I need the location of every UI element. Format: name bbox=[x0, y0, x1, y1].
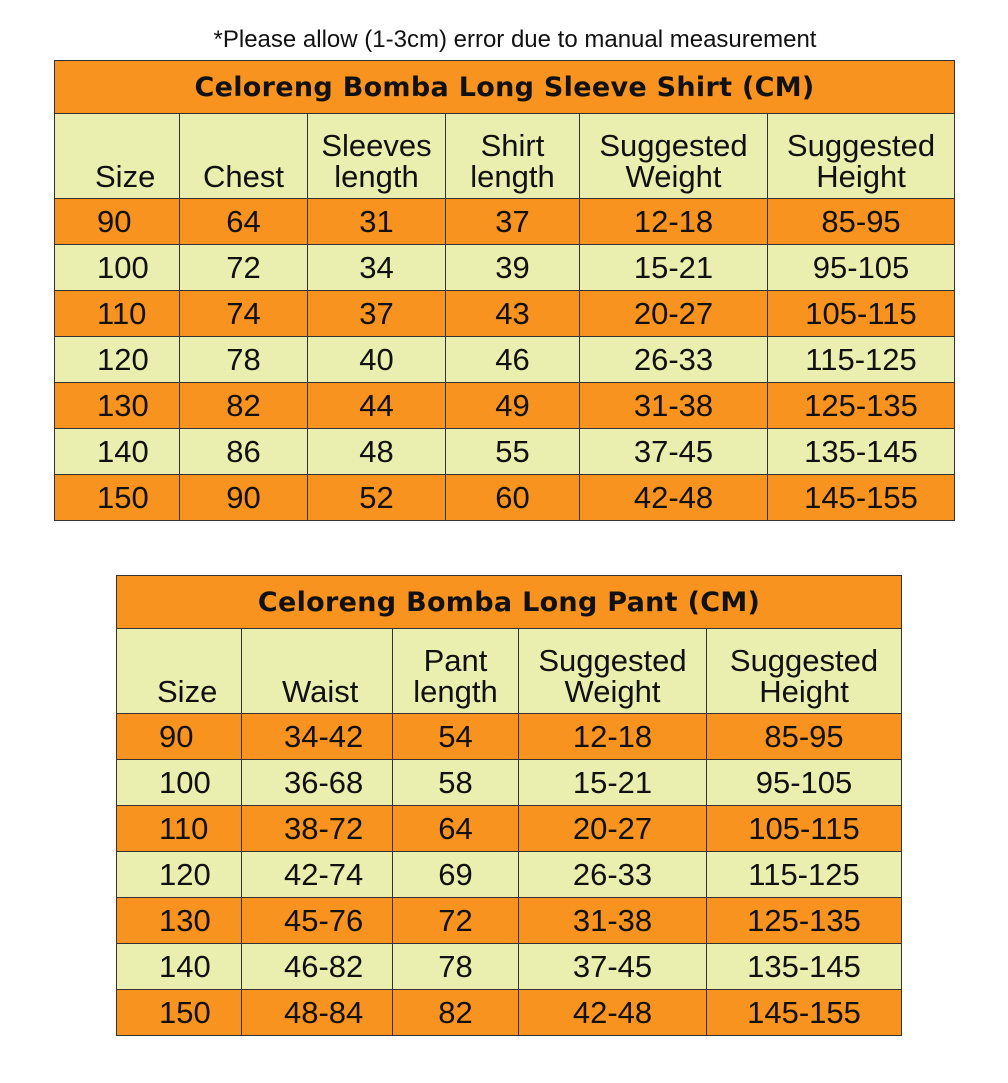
shirt-table-cell: 44 bbox=[308, 383, 446, 429]
shirt-title-row bbox=[55, 61, 955, 114]
shirt-table-cell: 15-21 bbox=[580, 245, 768, 291]
shirt-table-cell: 95-105 bbox=[768, 245, 955, 291]
shirt-table-body bbox=[55, 61, 955, 521]
shirt-table-cell: 82 bbox=[180, 383, 308, 429]
shirt-table-cell: 115-125 bbox=[768, 337, 955, 383]
pant-table-cell: 15-21 bbox=[519, 760, 707, 806]
shirt-table-cell: 110 bbox=[55, 291, 180, 337]
measurement-note: *Please allow (1-3cm) error due to manual measurement bbox=[213, 26, 817, 53]
shirt-table-cell: 37 bbox=[446, 199, 580, 245]
pant-table-cell: 42-74 bbox=[242, 852, 393, 898]
shirt-column-header bbox=[446, 114, 580, 199]
pant-table-cell: 34-42 bbox=[242, 714, 393, 760]
pant-table-cell: 64 bbox=[393, 806, 519, 852]
pant-table-row bbox=[117, 714, 902, 760]
shirt-table-cell: 105-115 bbox=[768, 291, 955, 337]
shirt-table-row bbox=[55, 337, 955, 383]
pant-table-row bbox=[117, 806, 902, 852]
shirt-table-cell: 130 bbox=[55, 383, 180, 429]
pant-table-cell: 48-84 bbox=[242, 990, 393, 1036]
shirt-table-cell: 46 bbox=[446, 337, 580, 383]
shirt-column-header-line: Suggested bbox=[599, 128, 748, 163]
pant-table-row bbox=[117, 990, 902, 1036]
pant-table-cell: 78 bbox=[393, 944, 519, 990]
pant-table-cell: 90 bbox=[117, 714, 242, 760]
shirt-table-cell: 100 bbox=[55, 245, 180, 291]
shirt-table-cell: 145-155 bbox=[768, 475, 955, 521]
shirt-table-cell: 49 bbox=[446, 383, 580, 429]
shirt-table-cell: 60 bbox=[446, 475, 580, 521]
shirt-column-header-line: length bbox=[334, 159, 419, 194]
pant-column-header-line: Waist bbox=[282, 674, 359, 709]
shirt-table-cell: 125-135 bbox=[768, 383, 955, 429]
shirt-table-cell: 72 bbox=[180, 245, 308, 291]
shirt-table-cell: 64 bbox=[180, 199, 308, 245]
pant-table-cell: 26-33 bbox=[519, 852, 707, 898]
shirt-table-cell: 86 bbox=[180, 429, 308, 475]
shirt-column-header bbox=[55, 114, 180, 199]
pant-title-row bbox=[117, 576, 902, 629]
pant-table-cell: 125-135 bbox=[707, 898, 902, 944]
pant-table-cell: 85-95 bbox=[707, 714, 902, 760]
shirt-column-header-line: Weight bbox=[625, 159, 722, 194]
pant-table-cell: 38-72 bbox=[242, 806, 393, 852]
shirt-table-row bbox=[55, 199, 955, 245]
pant-column-header-line: Height bbox=[759, 674, 849, 709]
pant-table-cell: 12-18 bbox=[519, 714, 707, 760]
pant-column-header-line: Suggested bbox=[729, 643, 879, 678]
pant-column-header-line: Weight bbox=[564, 674, 661, 709]
shirt-column-header bbox=[580, 114, 768, 199]
shirt-table-cell: 78 bbox=[180, 337, 308, 383]
pant-table-cell: 100 bbox=[117, 760, 242, 806]
pant-column-header bbox=[519, 629, 707, 714]
pant-table-cell: 110 bbox=[117, 806, 242, 852]
pant-table-cell: 58 bbox=[393, 760, 519, 806]
pant-column-header bbox=[393, 629, 519, 714]
pant-table-cell: 36-68 bbox=[242, 760, 393, 806]
pant-size-table bbox=[116, 575, 902, 1036]
pant-header-row bbox=[117, 629, 902, 714]
shirt-table-row bbox=[55, 291, 955, 337]
shirt-column-header-line: length bbox=[470, 159, 555, 194]
pant-table-cell: 140 bbox=[117, 944, 242, 990]
pant-table-row bbox=[117, 944, 902, 990]
shirt-table-cell: 40 bbox=[308, 337, 446, 383]
shirt-table-cell: 90 bbox=[55, 199, 180, 245]
pant-table-cell: 150 bbox=[117, 990, 242, 1036]
shirt-column-header-line: Suggested bbox=[786, 128, 936, 163]
shirt-table-cell: 120 bbox=[55, 337, 180, 383]
pant-table-cell: 45-76 bbox=[242, 898, 393, 944]
shirt-table-cell: 31 bbox=[308, 199, 446, 245]
pant-table-cell: 105-115 bbox=[707, 806, 902, 852]
shirt-column-header-line: Height bbox=[816, 159, 906, 194]
shirt-column-header-line: Chest bbox=[203, 159, 284, 194]
pant-table-cell: 115-125 bbox=[707, 852, 902, 898]
shirt-column-header-line: Shirt bbox=[480, 128, 545, 163]
pant-table-row bbox=[117, 852, 902, 898]
shirt-table-row bbox=[55, 245, 955, 291]
pant-table-cell: 69 bbox=[393, 852, 519, 898]
pant-table-cell: 20-27 bbox=[519, 806, 707, 852]
pant-table-row bbox=[117, 898, 902, 944]
pant-table-cell: 54 bbox=[393, 714, 519, 760]
pant-column-header-line: Suggested bbox=[538, 643, 687, 678]
shirt-column-header bbox=[768, 114, 955, 199]
pant-table-cell: 46-82 bbox=[242, 944, 393, 990]
shirt-table-cell: 74 bbox=[180, 291, 308, 337]
shirt-table-cell: 150 bbox=[55, 475, 180, 521]
pant-column-header-line: length bbox=[413, 674, 498, 709]
pant-table-row bbox=[117, 760, 902, 806]
shirt-table-row bbox=[55, 383, 955, 429]
shirt-table-cell: 85-95 bbox=[768, 199, 955, 245]
shirt-table-cell: 43 bbox=[446, 291, 580, 337]
pant-table-cell: 145-155 bbox=[707, 990, 902, 1036]
shirt-table-cell: 20-27 bbox=[580, 291, 768, 337]
shirt-table-cell: 55 bbox=[446, 429, 580, 475]
pant-column-header bbox=[242, 629, 393, 714]
pant-column-header bbox=[707, 629, 902, 714]
pant-table-cell: 82 bbox=[393, 990, 519, 1036]
pant-table-cell: 37-45 bbox=[519, 944, 707, 990]
pant-table-cell: 130 bbox=[117, 898, 242, 944]
pant-table-cell: 120 bbox=[117, 852, 242, 898]
shirt-table-cell: 37-45 bbox=[580, 429, 768, 475]
shirt-table-row bbox=[55, 475, 955, 521]
pant-table-cell: 72 bbox=[393, 898, 519, 944]
shirt-column-header bbox=[180, 114, 308, 199]
shirt-column-header-line: Size bbox=[95, 159, 156, 194]
shirt-table-cell: 12-18 bbox=[580, 199, 768, 245]
pant-table-cell: 42-48 bbox=[519, 990, 707, 1036]
shirt-table-cell: 140 bbox=[55, 429, 180, 475]
shirt-table-cell: 135-145 bbox=[768, 429, 955, 475]
pant-column-header-line: Pant bbox=[423, 643, 488, 678]
shirt-table-cell: 48 bbox=[308, 429, 446, 475]
shirt-table-cell: 52 bbox=[308, 475, 446, 521]
shirt-column-header-line: Sleeves bbox=[321, 128, 432, 163]
pant-column-header-line: Size bbox=[157, 674, 218, 709]
pant-table-title: Celoreng Bomba Long Pant (CM) bbox=[117, 576, 902, 629]
shirt-table-cell: 37 bbox=[308, 291, 446, 337]
pant-table-cell: 31-38 bbox=[519, 898, 707, 944]
shirt-table-cell: 39 bbox=[446, 245, 580, 291]
shirt-table-cell: 26-33 bbox=[580, 337, 768, 383]
pant-column-header bbox=[117, 629, 242, 714]
pant-table-body bbox=[117, 576, 902, 1036]
shirt-table-cell: 90 bbox=[180, 475, 308, 521]
pant-table-cell: 135-145 bbox=[707, 944, 902, 990]
shirt-size-table bbox=[54, 60, 955, 521]
shirt-table-cell: 42-48 bbox=[580, 475, 768, 521]
shirt-table-title: Celoreng Bomba Long Sleeve Shirt (CM) bbox=[55, 61, 955, 114]
shirt-table-row bbox=[55, 429, 955, 475]
pant-table-cell: 95-105 bbox=[707, 760, 902, 806]
shirt-table-cell: 34 bbox=[308, 245, 446, 291]
shirt-table-cell: 31-38 bbox=[580, 383, 768, 429]
shirt-header-row bbox=[55, 114, 955, 199]
shirt-column-header bbox=[308, 114, 446, 199]
